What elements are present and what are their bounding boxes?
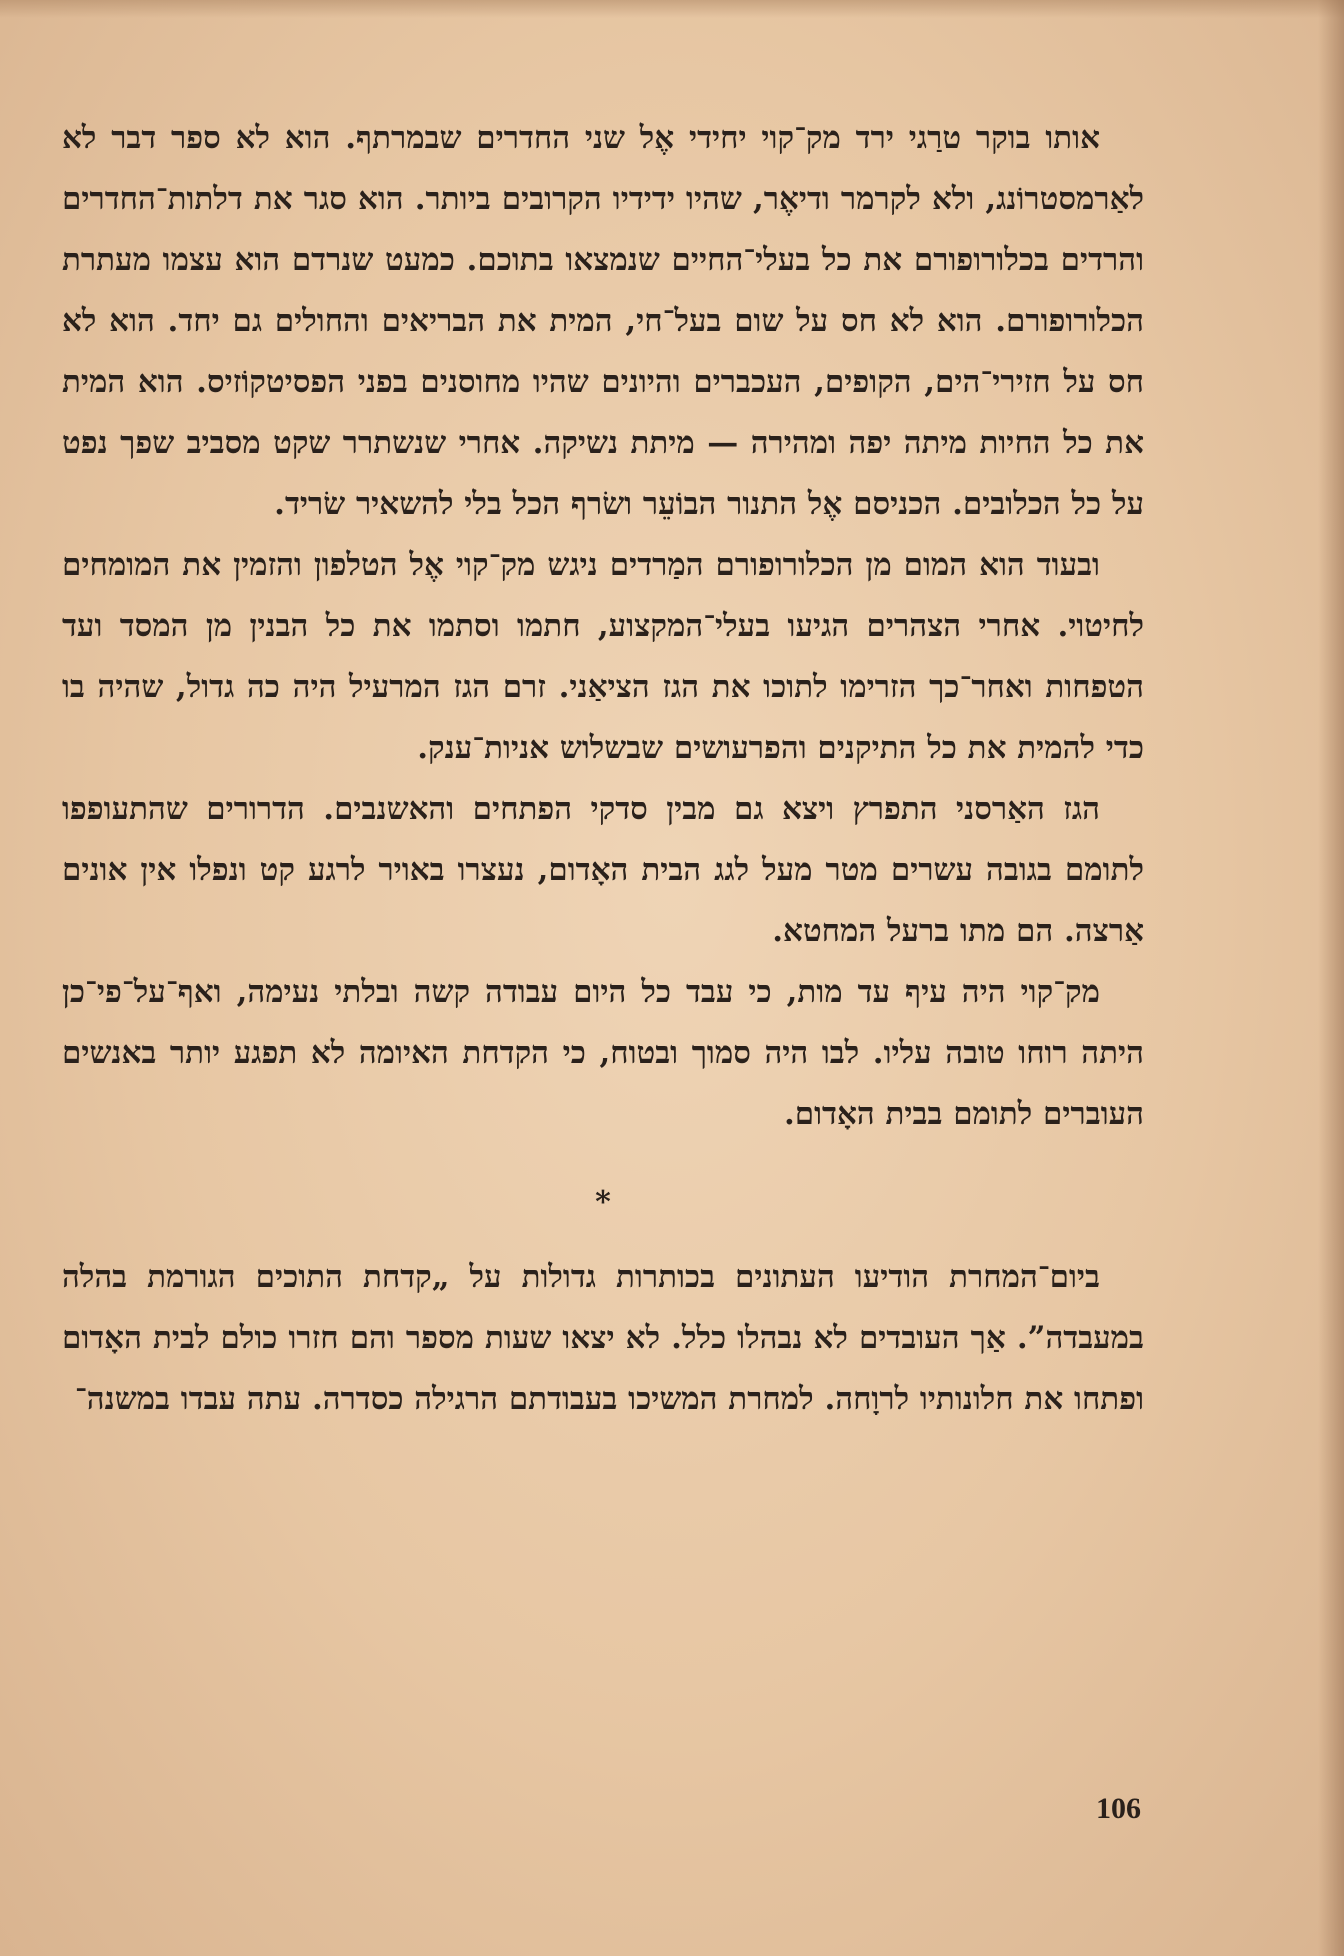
paragraph-3: הגז האַרסני התפרץ ויצא גם מבין סדקי הפתחים והאשנבים. הדרורים שהתעופפו לתומם בגובה עשרים מטר מעל לגג הבית האָדום, נעצרו באויר לרגע קט ונפלו אין אונים אַרצה. הם מתו ברעל המחטא. xyxy=(62,791,1144,949)
page-number: 106 xyxy=(1096,1792,1141,1825)
paragraph-2: ובעוד הוא המום מן הכלורופורם המַרדים ניגש מק־קוי אֶל הטלפון והזמין את המומחים לחיטוי. אחרי הצהרים הגיעו בעלי־המקצוע, חתמו וסתמו את כל הבנין מן המסד ועד הטפחות ואחר־כך הזרימו לתוכו את הגז הציאַני. זרם הגז המרעיל היה כה גדול, שהיה בו כדי להמית את כל התיקנים והפרעושים שבשלוש אניות־ענק. xyxy=(62,547,1144,766)
paragraph-1: אותו בוקר טרַגי ירד מק־קוי יחידי אֶל שני החדרים שבמרתף. הוא לא ספר דבר לא לאַרמסטרוֹנג, ולא לקרמר ודיאֶר, שהיו ידידיו הקרובים ביותר. הוא סגר את דלתות־החדרים והרדים בכלורופורם את כל בעלי־החיים שנמצאו בתוכם. כמעט שנרדם הוא עצמו מעתרת הכלורופורם. הוא לא חס על שום בעל־חי, המית את הבריאים והחולים גם יחד. הוא לא חס על חזירי־הים, הקופים, העכברים והיונים שהיו מחוסנים בפני הפסיטקוֹזיס. הוא המית את כל החיות מיתה יפה ומהירה — מיתת נשיקה. אחרי שנשתרר שקט מסביב שפך נפט על כל הכלובים. הכניסם אֶל התנור הבוֹעֵר ושׂרף הכל בלי להשאיר שׂריד. xyxy=(62,120,1144,522)
section-break-asterisk: * xyxy=(595,1185,611,1220)
paragraph-4: מק־קוי היה עיף עד מות, כי עבד כל היום עבודה קשה ובלתי נעימה, ואף־על־פי־כן היתה רוחו טובה עליו. לבו היה סמוך ובטוח, כי הקדחת האיומה לא תפגע יותר באנשים העוברים לתומם בבית האָדום. xyxy=(62,974,1144,1132)
paragraph-5: ביום־המחרת הודיעו העתונים בכותרות גדולות על „קדחת התוכים הגורמת בהלה במעבדה”. אַך העובדים לא נבהלו כלל. לא יצאו שעות מספר והם חזרו כולם לבית האָדום ופתחו את חלונותיו לרוָחה. למחרת המשיכו בעבודתם הרגילה כסדרה. עתה עבדו במשנה־ xyxy=(62,1259,1144,1417)
binding-edge-shadow xyxy=(1318,0,1344,1956)
top-page-shadow xyxy=(0,0,1344,18)
body-text xyxy=(62,108,1144,1430)
